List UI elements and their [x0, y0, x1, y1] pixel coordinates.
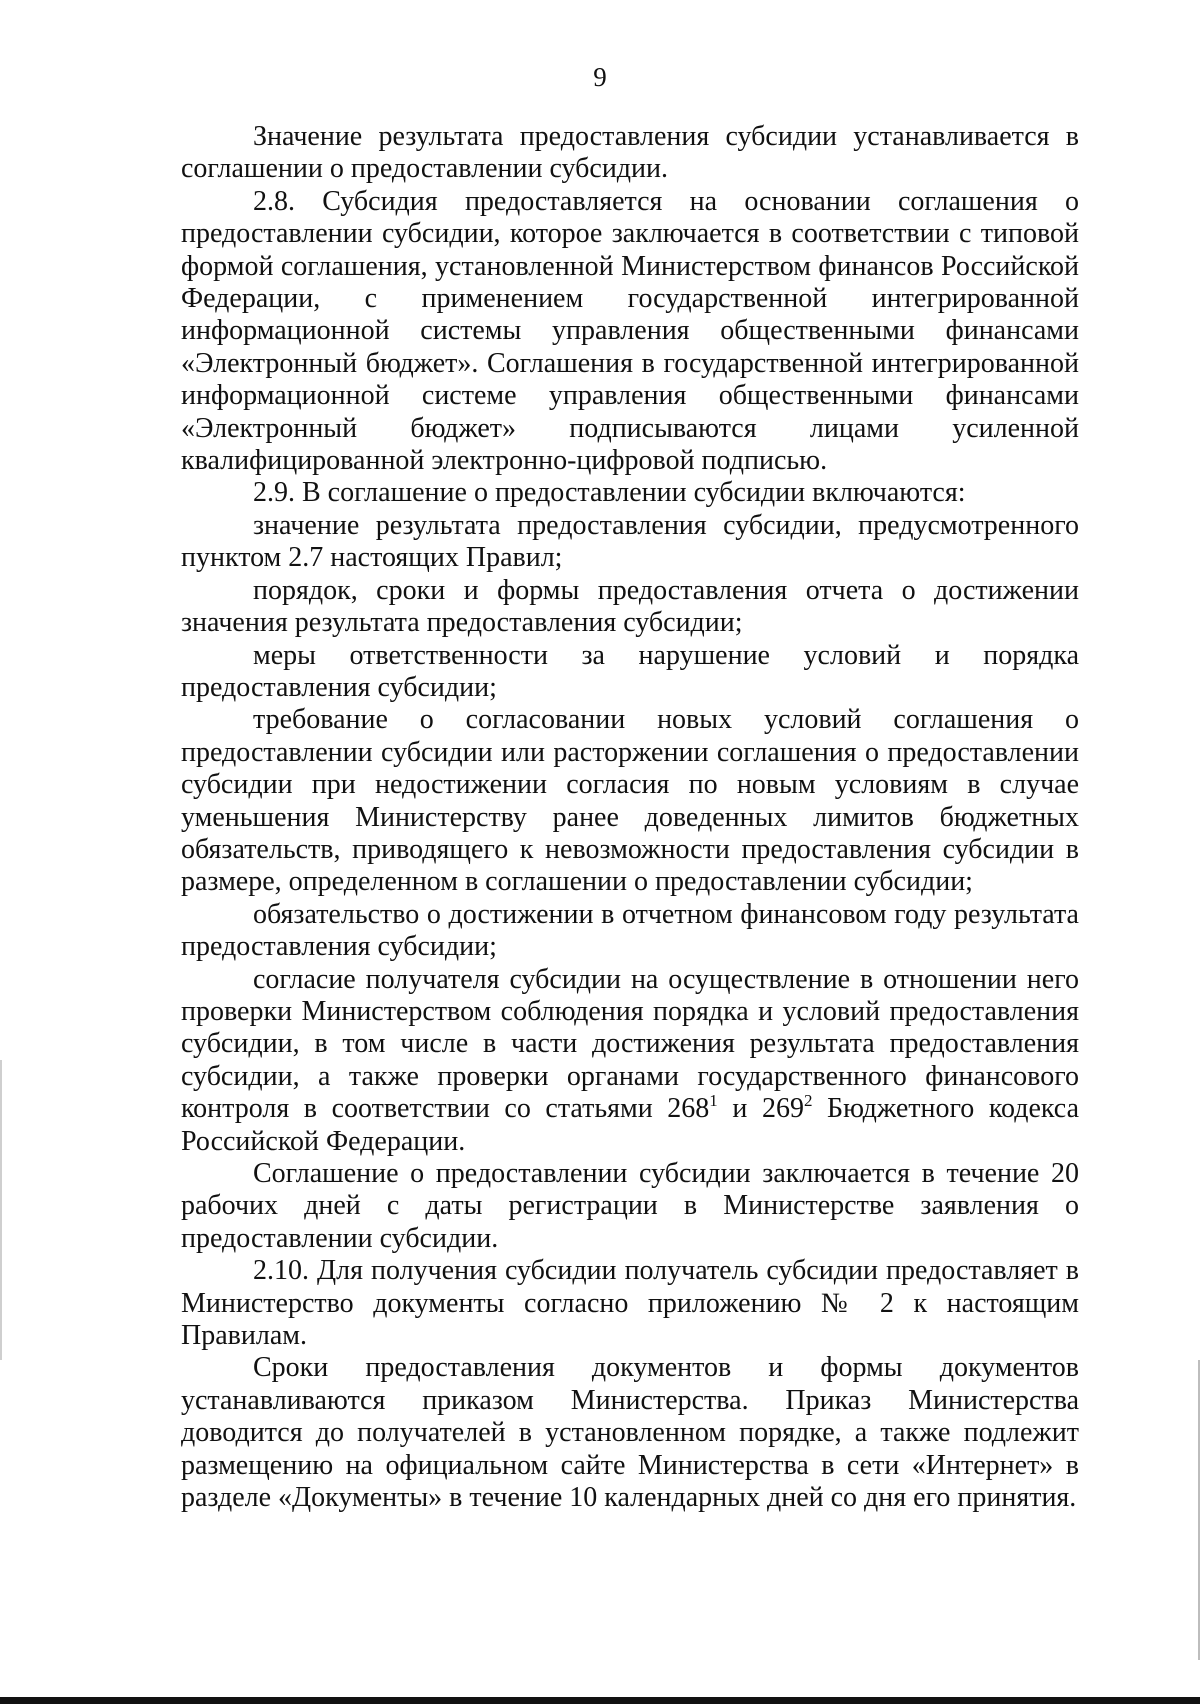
list-item: порядок, сроки и формы предоставления отчета о достижении значения результата предоставления субсидии; [181, 574, 1079, 639]
page-number: 9 [593, 62, 607, 92]
paragraph: Значение результата предоставления субсидии устанавливается в соглашении о предоставлении субсидии. [181, 121, 1079, 185]
superscript: 1 [709, 1091, 718, 1111]
text-span: и 269 [717, 1093, 804, 1125]
paragraph-2-9: 2.9. В соглашение о предоставлении субсидии включаются: [253, 477, 966, 509]
paragraph-2-8: 2.8. Субсидия предоставляется на основании соглашения о предоставлении субсидии, которое заключается в соответствии с типовой формой соглашения, установленной Министерством финансов Российской Федерации, с применением государственной интегрированной информационной системы управления общественными финансами «Электронный бюджет». Соглашения в государственной интегрированной информационной системе управления общественными финансами «Электронный бюджет» подписываются лицами усиленной квалифицированной электронно-цифровой подписью. [181, 185, 1079, 477]
list-item: обязательство о достижении в отчетном финансовом году результата предоставления субсидии; [181, 898, 1079, 963]
paragraph-2-10: 2.10. Для получения субсидии получатель субсидии предоставляет в Министерство документы согласно приложению № 2 к настоящим Правилам. [181, 1255, 1079, 1352]
paragraph: Соглашение о предоставлении субсидии заключается в течение 20 рабочих дней с даты регистрации в Министерстве заявления о предоставлении субсидии. [181, 1158, 1079, 1254]
list-item [181, 964, 1079, 1158]
scan-border-line [0, 1697, 1200, 1704]
superscript: 2 [803, 1091, 813, 1111]
list-item: требование о согласовании новых условий соглашения о предоставлении субсидии или расторжении соглашения о предоставлении субсидии при недостижении согласия по новым условиям в случае уменьшения Министерству ранее доведенных лимитов бюджетных обязательств, приводящего к невозможности предоставления субсидии в размере, определенном в соглашении о предоставлении субсидии; [181, 704, 1079, 898]
text-span: согласие получателя субсидии на осуществление в отношении него проверки Министерством соблюдения порядка и условий предоставления субсидии, в том числе в части достижения результата предоставления субсидии, а также проверки органами государственного финансового контроля в соответствии со статьями 268 [181, 963, 1079, 1125]
text-span: Бюджетного кодекса Российской Федерации. [181, 1093, 1080, 1157]
paragraph: Сроки предоставления документов и формы документов устанавливаются приказом Министерства. Приказ Министерства доводится до получателей в установленном порядке, а также подлежит размещению на официальном сайте Министерства в сети «Интернет» в разделе «Документы» в течение 10 календарных дней со дня его принятия. [181, 1352, 1079, 1514]
list-item: значение результата предоставления субсидии, предусмотренного пунктом 2.7 настоящих Правил; [181, 509, 1079, 574]
document-body [181, 121, 1079, 1514]
scan-edge [0, 1060, 2, 1360]
list-item: меры ответственности за нарушение условий и порядка предоставления субсидии; [181, 639, 1079, 703]
